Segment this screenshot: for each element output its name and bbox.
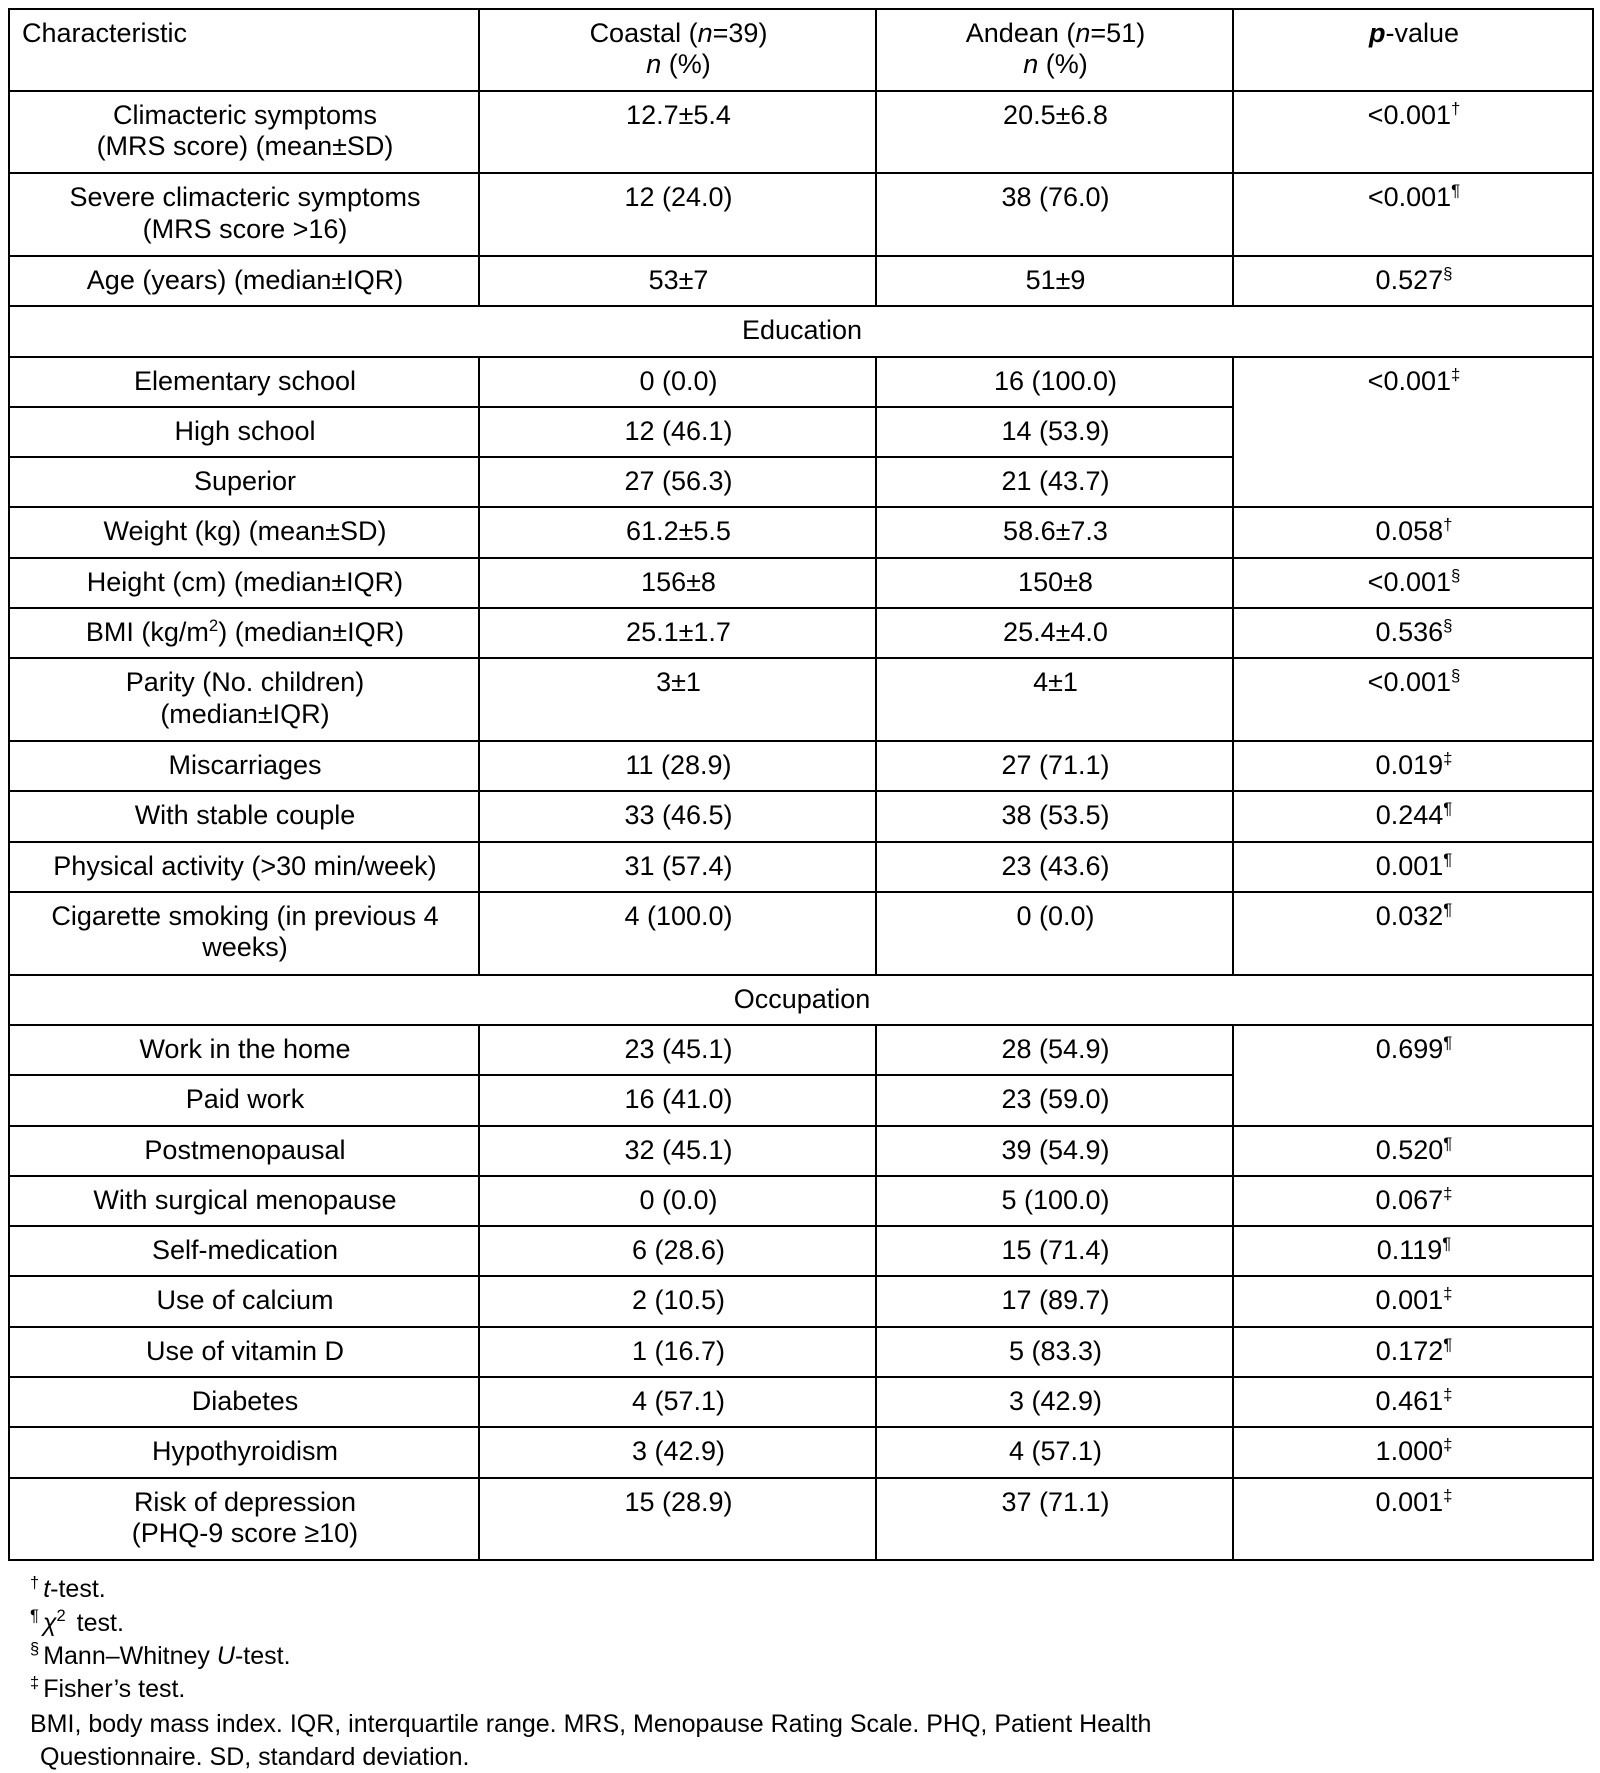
table-row <box>9 1226 1593 1276</box>
pvalue-footnote-marker: ¶ <box>1443 1133 1453 1153</box>
row-sub-label <box>9 357 479 407</box>
cell-pvalue <box>1233 1226 1593 1276</box>
table-row <box>9 306 1593 356</box>
row-label-line1: Self-medication <box>151 1235 339 1266</box>
row-label-line2: (PHQ-9 score ≥10) <box>131 1518 359 1548</box>
row-label-line1: Miscarriages <box>168 750 322 780</box>
andean-suffix: =51) <box>1090 18 1146 48</box>
cell-pvalue <box>1233 173 1593 256</box>
cell-andean: 25.4±4.0 <box>876 608 1233 658</box>
row-label <box>9 658 479 741</box>
row-label <box>9 842 479 892</box>
pvalue-footnote-marker: † <box>1451 98 1461 118</box>
cell-pvalue <box>1233 608 1593 658</box>
pvalue-text: 0.172 <box>1375 1335 1444 1366</box>
row-label-line1: Cigarette smoking (in previous 4 <box>51 900 439 931</box>
cell-pvalue <box>1233 892 1593 975</box>
pvalue-footnote-marker: ¶ <box>1451 181 1461 201</box>
table-row <box>9 1478 1593 1561</box>
cell-coastal: 156±8 <box>479 558 876 608</box>
pvalue-text: <0.001 <box>1367 365 1452 396</box>
row-label-line1: High school <box>174 415 316 446</box>
cell-pvalue <box>1233 507 1593 557</box>
row-label <box>9 791 479 841</box>
cell-andean: 14 (53.9) <box>876 407 1233 457</box>
pvalue-footnote-marker: § <box>1443 616 1453 636</box>
pvalue-footnote-marker: ‡ <box>1443 1183 1453 1203</box>
footnote-text-italic: χ <box>42 1608 57 1637</box>
cell-pvalue <box>1233 1327 1593 1377</box>
row-label-line1: Climacteric symptoms <box>112 99 378 130</box>
cell-coastal: 12.7±5.4 <box>479 91 876 174</box>
column-header-pvalue <box>1233 9 1593 91</box>
cell-coastal: 4 (57.1) <box>479 1377 876 1427</box>
pvalue-text: 0.019 <box>1375 750 1444 780</box>
table-footnotes <box>8 1573 1592 1773</box>
footnote-text: test. <box>69 1608 124 1637</box>
pvalue-text: 0.119 <box>1376 1235 1443 1266</box>
cell-coastal: 2 (10.5) <box>479 1276 876 1326</box>
table-row <box>9 507 1593 557</box>
header-row <box>9 9 1593 91</box>
pvalue-footnote-marker: ¶ <box>1443 1334 1453 1354</box>
cell-coastal: 11 (28.9) <box>479 741 876 791</box>
pvalue-text: 0.536 <box>1375 617 1444 648</box>
cell-andean: 16 (100.0) <box>876 357 1233 407</box>
cell-pvalue <box>1233 1478 1593 1561</box>
cell-coastal: 33 (46.5) <box>479 791 876 841</box>
row-label <box>9 892 479 975</box>
cell-pvalue <box>1233 791 1593 841</box>
pvalue-footnote-marker: § <box>1443 263 1453 283</box>
cell-andean: 37 (71.1) <box>876 1478 1233 1561</box>
coastal-n-italic: n <box>697 18 713 48</box>
pvalue-text: 0.001 <box>1375 1486 1444 1517</box>
cell-coastal: 3 (42.9) <box>479 1427 876 1477</box>
footnote-marker: § <box>30 1640 40 1659</box>
cell-andean: 23 (59.0) <box>876 1075 1233 1125</box>
row-label-line1: With surgical menopause <box>93 1184 397 1215</box>
cell-pvalue <box>1233 1377 1593 1427</box>
cell-coastal: 12 (46.1) <box>479 407 876 457</box>
cell-andean: 150±8 <box>876 558 1233 608</box>
cell-andean: 5 (83.3) <box>876 1327 1233 1377</box>
footnote-item <box>30 1673 1592 1706</box>
row-sub-label <box>9 407 479 457</box>
table-header <box>9 9 1593 91</box>
cell-coastal: 0 (0.0) <box>479 1176 876 1226</box>
group-header-label: Education <box>741 315 863 346</box>
pvalue-text: 0.520 <box>1375 1134 1444 1165</box>
table-row <box>9 173 1593 256</box>
coastal-pct: (%) <box>661 49 711 80</box>
row-label-line1: Use of calcium <box>156 1285 334 1316</box>
pvalue-p-italic: p <box>1368 18 1386 48</box>
column-header-andean <box>876 9 1233 91</box>
row-label-text: BMI (kg/m <box>85 617 209 648</box>
cell-andean: 21 (43.7) <box>876 457 1233 507</box>
cell-andean: 58.6±7.3 <box>876 507 1233 557</box>
row-label-line1: Paid work <box>185 1084 305 1115</box>
table-row <box>9 791 1593 841</box>
pvalue-footnote-marker: ‡ <box>1443 1435 1453 1455</box>
row-label <box>9 1327 479 1377</box>
pvalue-text: 0.461 <box>1375 1386 1444 1417</box>
cell-pvalue <box>1233 1176 1593 1226</box>
table-row <box>9 975 1593 1025</box>
row-label-line1: Height (cm) (median±IQR) <box>86 566 404 597</box>
table-row <box>9 741 1593 791</box>
row-label <box>9 1126 479 1176</box>
table-row <box>9 892 1593 975</box>
footnote-item <box>30 1640 1592 1673</box>
footnote-marker: † <box>30 1573 40 1592</box>
row-label <box>9 173 479 256</box>
cell-pvalue <box>1233 658 1593 741</box>
row-label-line1: Hypothyroidism <box>151 1436 339 1467</box>
cell-andean: 28 (54.9) <box>876 1025 1233 1075</box>
row-label-line1: Use of vitamin D <box>145 1335 345 1366</box>
cell-coastal: 16 (41.0) <box>479 1075 876 1125</box>
pvalue-text: 0.058 <box>1375 516 1444 547</box>
pvalue-text: <0.001 <box>1367 182 1452 213</box>
pvalue-rest: -value <box>1385 18 1460 48</box>
row-label <box>9 507 479 557</box>
row-label-line1: Age (years) (median±IQR) <box>86 264 404 295</box>
row-label-line1: Parity (No. children) <box>125 667 365 698</box>
footnote-marker: ‡ <box>30 1673 40 1692</box>
andean-n2-italic: n <box>1023 49 1039 80</box>
cell-coastal: 6 (28.6) <box>479 1226 876 1276</box>
row-label-line1: Severe climacteric symptoms <box>69 182 421 213</box>
cell-coastal: 27 (56.3) <box>479 457 876 507</box>
row-sub-label <box>9 1025 479 1075</box>
cell-andean: 15 (71.4) <box>876 1226 1233 1276</box>
pvalue-text: 0.001 <box>1375 850 1444 881</box>
cell-andean: 17 (89.7) <box>876 1276 1233 1326</box>
row-label <box>9 256 479 306</box>
table-row <box>9 608 1593 658</box>
cell-coastal: 3±1 <box>479 658 876 741</box>
pvalue-text: 1.000 <box>1375 1436 1444 1467</box>
footnote-item <box>30 1607 1592 1640</box>
pvalue-text: 0.001 <box>1375 1285 1444 1316</box>
row-label-line2: (MRS score >16) <box>142 213 348 244</box>
group-header-cell <box>9 975 1593 1025</box>
pvalue-footnote-marker: ‡ <box>1451 364 1461 384</box>
coastal-n2-italic: n <box>646 49 662 80</box>
cell-andean: 4±1 <box>876 658 1233 741</box>
row-label <box>9 1226 479 1276</box>
cell-coastal: 12 (24.0) <box>479 173 876 256</box>
cell-pvalue <box>1233 256 1593 306</box>
footnote-text: Fisher’s test. <box>43 1675 186 1704</box>
cell-andean: 3 (42.9) <box>876 1377 1233 1427</box>
cell-pvalue <box>1233 558 1593 608</box>
column-header-andean-line1 <box>966 18 1145 48</box>
andean-pct: (%) <box>1038 49 1088 80</box>
table-row <box>9 1427 1593 1477</box>
column-header-coastal-line1 <box>590 18 768 48</box>
pvalue-footnote-marker: ¶ <box>1443 799 1453 819</box>
cell-coastal: 4 (100.0) <box>479 892 876 975</box>
footnote-text: -test. <box>50 1575 106 1604</box>
row-label-line2: (MRS score) (mean±SD) <box>96 130 394 161</box>
cell-pvalue <box>1233 842 1593 892</box>
cell-andean: 4 (57.1) <box>876 1427 1233 1477</box>
andean-n-italic: n <box>1075 18 1091 48</box>
group-header-cell <box>9 306 1593 356</box>
pvalue-text: 0.032 <box>1375 900 1444 931</box>
column-header-characteristic-label: Characteristic <box>22 18 188 48</box>
cell-coastal: 53±7 <box>479 256 876 306</box>
cell-andean: 27 (71.1) <box>876 741 1233 791</box>
cell-andean: 51±9 <box>876 256 1233 306</box>
cell-coastal: 25.1±1.7 <box>479 608 876 658</box>
pvalue-text: <0.001 <box>1367 566 1452 597</box>
row-label <box>9 1377 479 1427</box>
pvalue-footnote-marker: † <box>1443 515 1453 535</box>
pvalue-footnote-marker: ¶ <box>1443 1032 1453 1052</box>
footnote-text-italic: t <box>43 1575 51 1604</box>
table-body <box>9 91 1593 1561</box>
cell-pvalue <box>1233 1427 1593 1477</box>
cell-coastal: 15 (28.9) <box>479 1478 876 1561</box>
cell-pvalue <box>1233 1276 1593 1326</box>
row-label-line1: Postmenopausal <box>144 1134 346 1165</box>
characteristics-table <box>8 8 1594 1561</box>
column-header-characteristic <box>9 9 479 91</box>
pvalue-footnote-marker: ‡ <box>1443 749 1453 768</box>
pvalue-text: 0.244 <box>1375 800 1444 831</box>
row-label <box>9 91 479 174</box>
row-label <box>9 1276 479 1326</box>
table-row <box>9 357 1593 407</box>
row-sub-label <box>9 457 479 507</box>
cell-andean: 38 (76.0) <box>876 173 1233 256</box>
table-row <box>9 91 1593 174</box>
pvalue-text: <0.001 <box>1367 99 1452 130</box>
pvalue-footnote-marker: § <box>1451 666 1461 686</box>
row-label-line1: Work in the home <box>139 1033 351 1064</box>
cell-andean: 20.5±6.8 <box>876 91 1233 174</box>
row-label <box>9 608 479 658</box>
cell-andean: 5 (100.0) <box>876 1176 1233 1226</box>
row-label <box>9 741 479 791</box>
row-sub-label <box>9 1075 479 1125</box>
footnote-text-superscript: 2 <box>56 1607 66 1626</box>
andean-prefix: Andean ( <box>965 18 1076 48</box>
pvalue-footnote-marker: ‡ <box>1443 1385 1453 1405</box>
column-header-coastal-line2 <box>492 49 865 80</box>
cell-andean: 39 (54.9) <box>876 1126 1233 1176</box>
footnote-text-italic: U <box>216 1641 235 1670</box>
table-row <box>9 1176 1593 1226</box>
coastal-suffix: =39) <box>712 18 768 48</box>
table-row <box>9 658 1593 741</box>
cell-pvalue <box>1233 1025 1593 1126</box>
table-row <box>9 558 1593 608</box>
coastal-prefix: Coastal ( <box>589 18 698 48</box>
footnote-abbreviations: BMI, body mass index. IQR, interquartile range. MRS, Menopause Rating Scale. PHQ, Patient Health Questionnaire. SD, standard deviation. <box>30 1710 1152 1771</box>
group-header-label: Occupation <box>733 983 871 1014</box>
cell-pvalue <box>1233 91 1593 174</box>
cell-coastal: 31 (57.4) <box>479 842 876 892</box>
cell-coastal: 23 (45.1) <box>479 1025 876 1075</box>
row-label-line1: Physical activity (>30 min/week) <box>53 850 437 881</box>
cell-pvalue <box>1233 1126 1593 1176</box>
row-label-line2: (median±IQR) <box>160 698 330 729</box>
row-label-line1: Risk of depression <box>133 1486 357 1517</box>
row-label-line1: Superior <box>193 466 297 497</box>
table-row <box>9 1126 1593 1176</box>
row-label-line1: Weight (kg) (mean±SD) <box>103 516 387 547</box>
table-row <box>9 256 1593 306</box>
cell-coastal: 61.2±5.5 <box>479 507 876 557</box>
footnote-marker: ¶ <box>30 1607 39 1626</box>
pvalue-footnote-marker: ‡ <box>1443 1485 1453 1505</box>
pvalue-text: 0.067 <box>1375 1184 1444 1215</box>
pvalue-footnote-marker: ¶ <box>1442 1234 1452 1254</box>
column-header-coastal <box>479 9 876 91</box>
table-row <box>9 1276 1593 1326</box>
pvalue-text: 0.699 <box>1375 1033 1444 1064</box>
pvalue-footnote-marker: ¶ <box>1443 899 1453 919</box>
cell-pvalue <box>1233 741 1593 791</box>
row-label-line1: Diabetes <box>191 1386 299 1417</box>
footnote-text-pre: Mann–Whitney <box>43 1641 217 1670</box>
cell-andean: 23 (43.6) <box>876 842 1233 892</box>
row-label <box>9 558 479 608</box>
table-row <box>9 1327 1593 1377</box>
pvalue-footnote-marker: § <box>1451 565 1461 585</box>
cell-andean: 38 (53.5) <box>876 791 1233 841</box>
cell-andean: 0 (0.0) <box>876 892 1233 975</box>
table-row <box>9 842 1593 892</box>
pvalue-footnote-marker: ¶ <box>1443 849 1453 869</box>
pvalue-footnote-marker: ‡ <box>1443 1284 1453 1304</box>
row-label-line1: With stable couple <box>134 800 356 831</box>
row-label-line1: Elementary school <box>133 365 357 396</box>
pvalue-text: <0.001 <box>1367 667 1452 698</box>
table-row <box>9 1025 1593 1075</box>
cell-coastal: 0 (0.0) <box>479 357 876 407</box>
column-header-andean-line2 <box>889 49 1222 80</box>
row-label-line2: weeks) <box>202 932 288 963</box>
row-label <box>9 1427 479 1477</box>
pvalue-text: 0.527 <box>1375 264 1444 295</box>
cell-pvalue <box>1233 357 1593 508</box>
table-row <box>9 1377 1593 1427</box>
cell-coastal: 32 (45.1) <box>479 1126 876 1176</box>
cell-coastal: 1 (16.7) <box>479 1327 876 1377</box>
footnote-text: -test. <box>234 1641 291 1670</box>
row-label <box>9 1176 479 1226</box>
row-label-superscript: 2 <box>208 616 219 636</box>
row-label <box>9 1478 479 1561</box>
row-label-text-suffix: ) (median±IQR) <box>218 617 405 648</box>
footnote-item <box>30 1573 1592 1606</box>
